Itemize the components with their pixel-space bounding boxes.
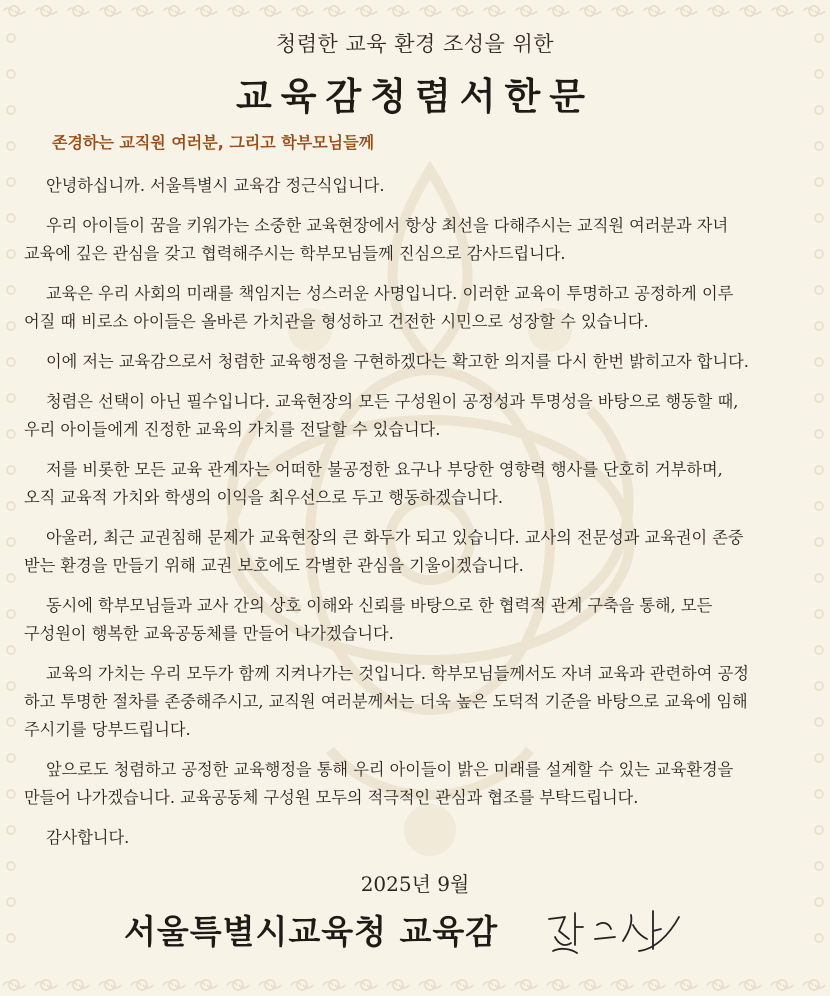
letter-paragraph (24, 660, 814, 744)
letter-body (24, 172, 814, 864)
paragraph-line: 안녕하십니까. 서울특별시 교육감 정근식입니다. (46, 176, 385, 195)
paragraph-line: 만들어 나가겠습니다. 교육공동체 구성원 모두의 적극적인 관심과 협조를 부탁드립니다. (24, 788, 639, 807)
paragraph-line: 구성원이 행복한 교육공동체를 만들어 나가겠습니다. (24, 624, 394, 643)
paragraph-line: 우리 아이들이 꿈을 키워가는 소중한 교육현장에서 항상 최선을 다해주시는 교직원 여러분과 자녀 (46, 216, 729, 235)
letter-paragraph (24, 388, 814, 444)
ornamental-border-bottom (0, 974, 830, 996)
paragraph-line: 동시에 학부모님들과 교사 간의 상호 이해와 신뢰를 바탕으로 한 협력적 관계 구축을 통해, 모든 (46, 596, 713, 615)
letter-paragraph (24, 348, 814, 376)
letter-paragraph (24, 172, 814, 200)
letter-paragraph (24, 456, 814, 512)
paragraph-line: 하고 투명한 절차를 존중해주시고, 교직원 여러분께서는 더욱 높은 도덕적 기준을 바탕으로 교육에 임해 (24, 692, 748, 711)
paragraph-line: 주시기를 당부드립니다. (24, 720, 191, 739)
paragraph-line: 교육에 깊은 관심을 갖고 협력해주시는 학부모님들께 진심으로 감사드립니다. (24, 244, 566, 263)
ornamental-border-left (0, 22, 22, 974)
paragraph-line: 받는 환경을 만들기 위해 교권 보호에도 각별한 관심을 기울이겠습니다. (24, 556, 524, 575)
paragraph-line: 어질 때 비로소 아이들은 올바른 가치관을 형성하고 건전한 시민으로 성장할 수 있습니다. (24, 312, 649, 331)
signer-title: 서울특별시교육청 교육감 (124, 912, 499, 951)
letter-paragraph (24, 824, 814, 852)
letter-paragraph (24, 756, 814, 812)
paragraph-line: 아울러, 최근 교권침해 문제가 교육현장의 큰 화두가 되고 있습니다. 교사의 전문성과 교육권이 존중 (46, 528, 744, 547)
paragraph-line: 앞으로도 청렴하고 공정한 교육행정을 통해 우리 아이들이 밝은 미래를 설계할 수 있는 교육환경을 (46, 760, 734, 779)
paragraph-line: 우리 아이들에게 진정한 교육의 가치를 전달할 수 있습니다. (24, 420, 441, 439)
handwritten-signature-icon (545, 905, 685, 961)
ornamental-border-top (0, 0, 830, 22)
paragraph-line: 교육은 우리 사회의 미래를 책임지는 성스러운 사명입니다. 이러한 교육이 투명하고 공정하게 이루 (46, 284, 734, 303)
letter-date: 2025년 9월 (360, 872, 470, 896)
letter-subtitle: 청렴한 교육 환경 조성을 위한 (275, 32, 555, 56)
letter-title: 교육감청렴서한문 (236, 74, 594, 118)
paragraph-line: 교육의 가치는 우리 모두가 함께 지켜나가는 것입니다. 학부모님들께서도 자녀 교육과 관련하여 공정 (46, 664, 749, 683)
paragraph-line: 오직 교육적 가치와 학생의 이익을 최우선으로 두고 행동하겠습니다. (24, 488, 504, 507)
paragraph-line: 청렴은 선택이 아닌 필수입니다. 교육현장의 모든 구성원이 공정성과 투명성을 바탕으로 행동할 때, (46, 392, 739, 411)
letter-paragraph (24, 280, 814, 336)
letter-greeting: 존경하는 교직원 여러분, 그리고 학부모님들께 (52, 133, 375, 152)
paragraph-line: 저를 비롯한 모든 교육 관계자는 어떠한 불공정한 요구나 부당한 영향력 행사를 단호히 거부하며, (46, 460, 723, 479)
paragraph-line: 감사합니다. (46, 828, 130, 847)
letter-paragraph (24, 524, 814, 580)
letter-paragraph (24, 592, 814, 648)
letter-paragraph (24, 212, 814, 268)
paragraph-line: 이에 저는 교육감으로서 청렴한 교육행정을 구현하겠다는 확고한 의지를 다시 한번 밝히고자 합니다. (46, 352, 749, 371)
